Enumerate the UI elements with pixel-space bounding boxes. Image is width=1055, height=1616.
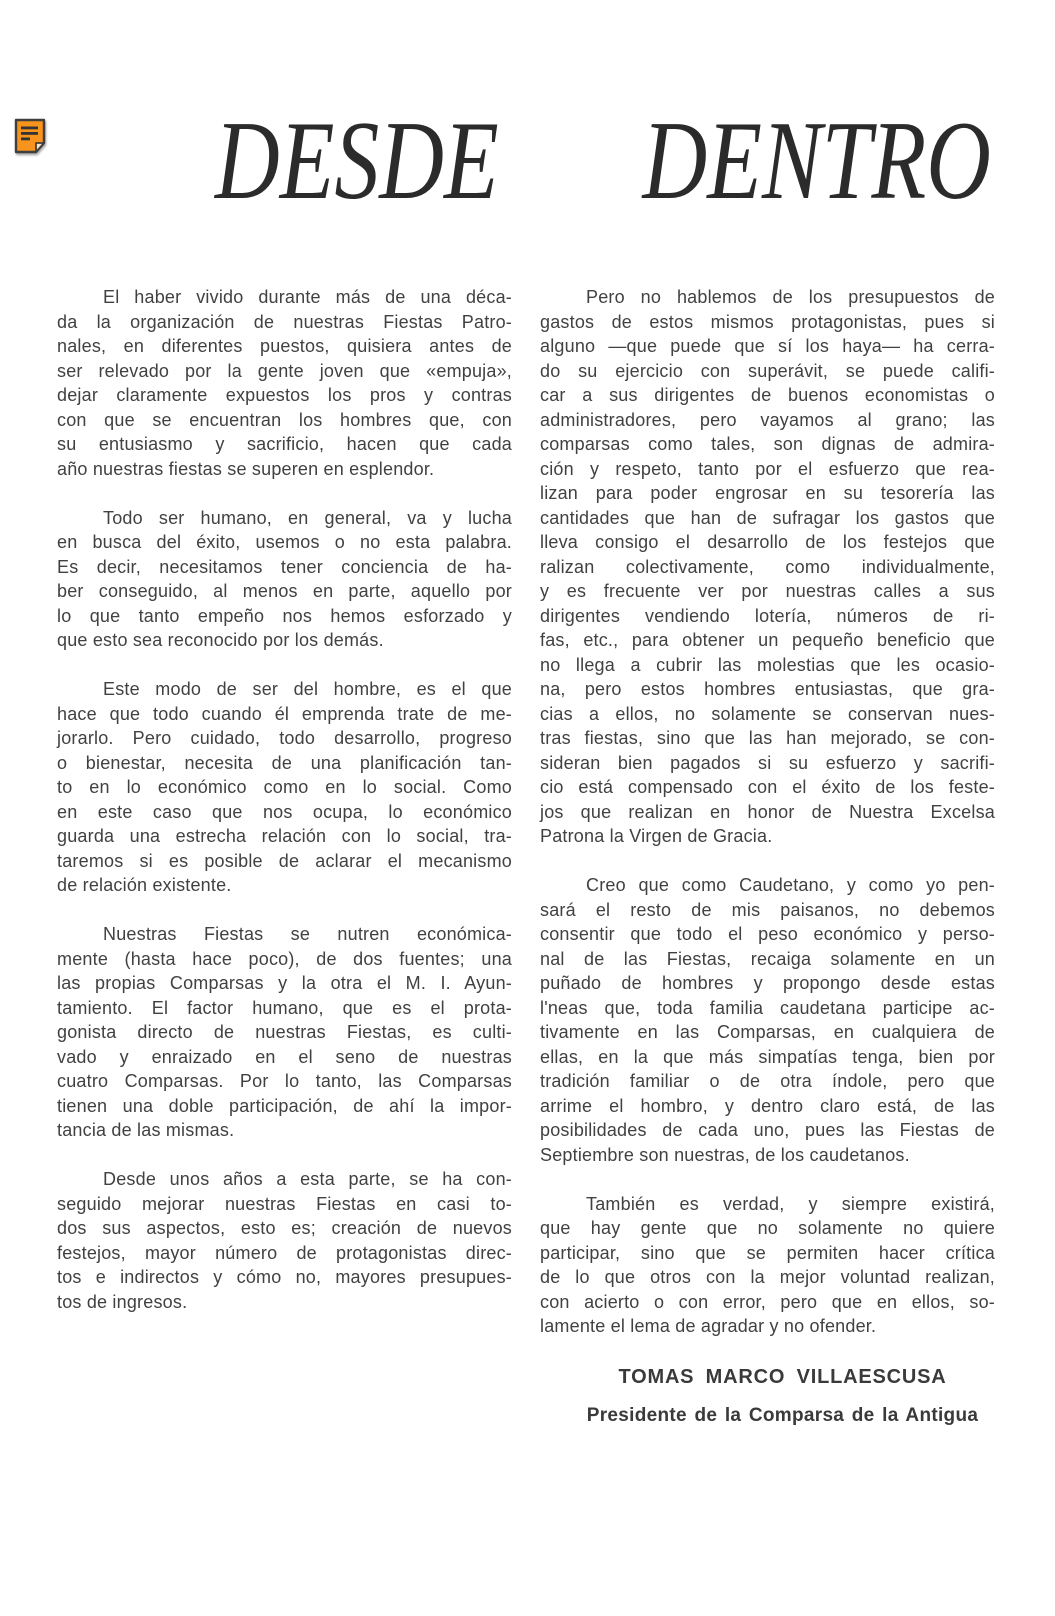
- paragraph-line: na, pero estos hombres entusiastas, que gra-: [540, 679, 995, 699]
- paragraph-line: sideran bien pagados si su esfuerzo y sacrifi-: [540, 752, 995, 773]
- paragraph-line: nales, en diferentes puestos, quisiera antes de: [57, 336, 512, 356]
- paragraph-line: participar, sino que se permiten hacer crítica: [540, 1242, 995, 1263]
- left-column: [57, 285, 512, 1429]
- paragraph: [57, 1167, 512, 1314]
- paragraph-line: cuatro Comparsas. Por lo tanto, las Comparsas: [57, 1071, 512, 1091]
- paragraph-line: ser relevado por la gente joven que «empuja»,: [57, 360, 512, 381]
- paragraph-line: no llega a cubrir las molestias que les ocasio-: [540, 654, 995, 675]
- paragraph-line: do su ejercicio con superávit, se puede califi-: [540, 360, 995, 381]
- paragraph: [540, 1192, 995, 1339]
- paragraph: [57, 677, 512, 898]
- paragraph-line: tos e indirectos y cómo no, mayores presupues-: [57, 1267, 512, 1287]
- paragraph-line: l'neas que, toda familia caudetana participe ac-: [540, 997, 995, 1018]
- paragraph-line: con acierto o con error, pero que en ellos, so-: [540, 1291, 995, 1312]
- paragraph-line: comparsas como tales, son dignas de admira-: [540, 434, 995, 454]
- paragraph: [540, 873, 995, 1167]
- paragraph-line: to en lo económico como en lo social. Como: [57, 777, 512, 797]
- paragraph-line: da la organización de nuestras Fiestas Patro-: [57, 311, 512, 332]
- paragraph-line: ellas, en la que más simpatías tenga, bien por: [540, 1046, 995, 1067]
- paragraph-line: tivamente en las Comparsas, en cualquiera de: [540, 1022, 995, 1042]
- paragraph-line: Patrona la Virgen de Gracia.: [540, 826, 773, 846]
- paragraph-line: nal de las Fiestas, recaiga solamente en un: [540, 948, 995, 969]
- signature-name: TOMAS MARCO VILLAESCUSA: [618, 1365, 947, 1388]
- paragraph-line: tancia de las mismas.: [57, 1120, 235, 1140]
- paragraph-line: alguno —que puede que sí los haya— ha cerra-: [540, 336, 995, 356]
- paragraph-line: cio está compensado con el éxito de los feste-: [540, 777, 995, 797]
- paragraph-line: gastos de estos mismos protagonistas, pues si: [540, 311, 995, 332]
- paragraph-line: jorarlo. Pero cuidado, todo desarrollo, progreso: [57, 728, 512, 748]
- paragraph-line: Desde unos años a esta parte, se ha con-: [103, 1169, 512, 1189]
- paragraph-line: consentir que todo el peso económico y perso-: [540, 924, 995, 944]
- paragraph-line: hace que todo cuando él emprenda trate de me-: [57, 703, 512, 724]
- paragraph-line: car a sus dirigentes de buenos economistas o: [540, 385, 995, 405]
- paragraph-line: taremos si es posible de aclarar el mecanismo: [57, 850, 512, 871]
- paragraph-line: guarda una estrecha relación con lo social, tra-: [57, 826, 512, 846]
- paragraph-line: en busca del éxito, usemos o no esta palabra.: [57, 532, 512, 552]
- paragraph-line: tras fiestas, sino que las han mejorado, se con-: [540, 728, 995, 748]
- paragraph-line: seguido mejorar nuestras Fiestas en casi to-: [57, 1193, 512, 1214]
- paragraph-line: año nuestras fiestas se superen en esplendor.: [57, 458, 435, 479]
- paragraph-line: Nuestras Fiestas se nutren económica-: [103, 924, 512, 944]
- paragraph-line: y es frecuente ver por nuestras calles a sus: [540, 581, 995, 601]
- paragraph: [57, 922, 512, 1143]
- title-word-dentro: DENTRO: [642, 99, 991, 223]
- paragraph-line: Este modo de ser del hombre, es el que: [103, 679, 512, 699]
- paragraph-line: ción y respeto, tanto por el esfuerzo que rea-: [540, 458, 995, 479]
- paragraph-line: Todo ser humano, en general, va y lucha: [103, 507, 512, 528]
- paragraph-line: que esto sea reconocido por los demás.: [57, 630, 384, 650]
- paragraph-line: vado y enraizado en el seno de nuestras: [57, 1046, 512, 1067]
- scanned-document-page: [0, 99, 1055, 1616]
- title-word-desde: DESDE: [215, 99, 499, 223]
- document-note-icon: [13, 118, 47, 154]
- paragraph-line: Es decir, necesitamos tener conciencia de ha-: [57, 556, 512, 577]
- paragraph-line: Creo que como Caudetano, y como yo pen-: [586, 875, 995, 895]
- paragraph-line: lo que tanto empeño nos hemos esforzado y: [57, 605, 512, 626]
- page-title: [215, 99, 991, 223]
- paragraph-line: dejar claramente expuestos los pros y contras: [57, 385, 512, 405]
- paragraph-line: ralizan colectivamente, como individualmente,: [540, 556, 995, 577]
- paragraph-line: Septiembre son nuestras, de los caudetanos.: [540, 1144, 910, 1165]
- paragraph-line: tienen una doble participación, de ahí la impor-: [57, 1095, 512, 1116]
- right-column: [540, 285, 995, 1429]
- paragraph-line: en este caso que nos ocupa, lo económico: [57, 801, 512, 822]
- signature-role: Presidente de la Comparsa de la Antigua: [586, 1405, 979, 1426]
- paragraph-line: También es verdad, y siempre existirá,: [586, 1193, 995, 1214]
- paragraph-line: sará el resto de mis paisanos, no debemos: [540, 899, 995, 920]
- paragraph-line: lizan para poder engrosar en su tesorería las: [540, 483, 995, 503]
- paragraph-line: posibilidades de cada uno, pues las Fiestas de: [540, 1120, 995, 1140]
- paragraph: [57, 506, 512, 653]
- paragraph-line: dos sus aspectos, esto es; creación de nuevos: [57, 1218, 512, 1238]
- paragraph-line: puñado de hombres y propongo desde estas: [540, 973, 995, 993]
- paragraph-line: jos que realizan en honor de Nuestra Excelsa: [540, 801, 995, 822]
- paragraph-line: las propias Comparsas y la otra el M. I. Ayun-: [57, 973, 512, 993]
- paragraph-line: tamiento. El factor humano, que es el prota-: [57, 997, 512, 1018]
- paragraph-line: lamente el lema de agradar y no ofender.: [540, 1316, 877, 1336]
- paragraph-line: cantidades que han de sufragar los gastos que: [540, 507, 995, 528]
- note-annotation-icon[interactable]: [13, 118, 47, 154]
- paragraph-line: ber conseguido, al menos en parte, aquello por: [57, 581, 512, 601]
- paragraph-line: de relación existente.: [57, 875, 232, 895]
- paragraph-line: gonista directo de nuestras Fiestas, es culti-: [57, 1022, 512, 1042]
- paragraph-line: tradición familiar o de otra índole, pero que: [540, 1071, 995, 1091]
- paragraph-line: arrime el hombro, y dentro claro está, de las: [540, 1095, 995, 1116]
- paragraph-line: Pero no hablemos de los presupuestos de: [586, 287, 995, 307]
- paragraph-line: de lo que otros con la mejor voluntad realizan,: [540, 1267, 995, 1287]
- paragraph-line: tos de ingresos.: [57, 1291, 188, 1312]
- paragraph-line: que hay gente que no solamente no quiere: [540, 1218, 995, 1238]
- article-body: [0, 285, 1055, 1429]
- paragraph-line: o bienestar, necesita de una planificación tan-: [57, 752, 512, 773]
- paragraph-line: con que se encuentran los hombres que, con: [57, 409, 512, 430]
- paragraph: [57, 285, 512, 481]
- paragraph-line: lleva consigo el desarrollo de los festejos que: [540, 532, 995, 552]
- paragraph-line: mente (hasta hace poco), de dos fuentes; una: [57, 948, 512, 969]
- paragraph-line: festejos, mayor número de protagonistas direc-: [57, 1242, 512, 1263]
- signature-block: [570, 1365, 995, 1429]
- paragraph-line: cias a ellos, no solamente se conservan nues-: [540, 703, 995, 724]
- page-header: [0, 99, 1055, 223]
- paragraph-line: administradores, pero vayamos al grano; las: [540, 409, 995, 430]
- paragraph-line: El haber vivido durante más de una déca-: [103, 287, 512, 307]
- paragraph-line: su entusiasmo y sacrificio, hacen que cada: [57, 434, 512, 454]
- paragraph-line: dirigentes vendiendo lotería, números de ri-: [540, 605, 995, 626]
- paragraph: [540, 285, 995, 849]
- paragraph-line: fas, etc., para obtener un pequeño beneficio que: [540, 630, 995, 650]
